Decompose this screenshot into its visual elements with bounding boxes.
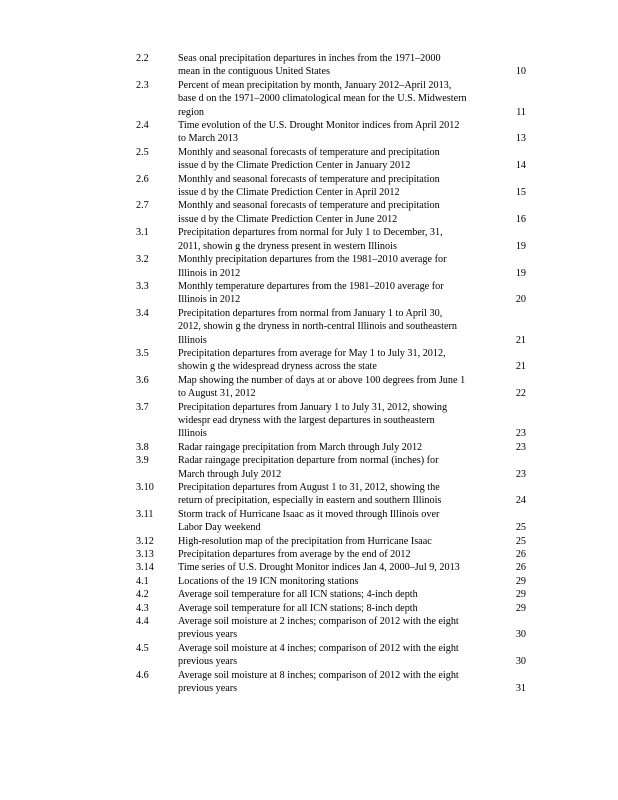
figure-title-line: Average soil moisture at 2 inches; comparison of 2012 with the eight xyxy=(178,616,459,628)
page-number: 26 xyxy=(515,549,526,561)
figure-title-line: Precipitation departures from January 1 to July 31, 2012, showing xyxy=(178,401,448,413)
figure-title-line: showin g the widespread dryness across the state xyxy=(178,361,377,373)
figure-entry xyxy=(136,374,526,401)
figure-entry xyxy=(136,575,526,588)
page-number: 16 xyxy=(515,213,526,225)
figure-number: 3.11 xyxy=(136,508,154,520)
figure-title xyxy=(178,535,504,548)
figure-title-line: Illinois xyxy=(178,334,207,346)
figure-title-line: Illinois in 2012 xyxy=(178,294,241,306)
figure-title-line: 2012, showin g the dryness in north-central Illinois and southeastern xyxy=(178,321,457,333)
figure-number: 3.12 xyxy=(136,535,154,547)
figure-entry xyxy=(136,508,526,535)
figure-title-line: March through July 2012 xyxy=(178,468,282,480)
figure-number: 3.7 xyxy=(136,401,149,413)
figure-number: 3.14 xyxy=(136,562,154,574)
figure-entry xyxy=(136,173,526,200)
figure-entry xyxy=(136,642,526,669)
figure-title xyxy=(178,253,504,280)
figure-title-line: Precipitation departures from normal from January 1 to April 30, xyxy=(178,307,443,319)
figure-entry xyxy=(136,481,526,508)
figure-title xyxy=(178,548,504,561)
figure-number: 4.4 xyxy=(136,616,149,628)
figure-title xyxy=(178,79,504,119)
figure-title-line: Precipitation departures from average for May 1 to July 31, 2012, xyxy=(178,347,446,359)
figure-title-line: return of precipitation, especially in eastern and southern Illinois xyxy=(178,495,442,507)
figure-title-line: issue d by the Climate Prediction Center in June 2012 xyxy=(178,213,398,225)
page-number: 31 xyxy=(515,683,526,695)
figure-title-line: to March 2013 xyxy=(178,133,238,145)
figure-title-line: Time evolution of the U.S. Drought Monitor indices from April 2012 xyxy=(178,120,460,132)
figure-entry xyxy=(136,119,526,146)
figure-entry xyxy=(136,307,526,347)
page-number: 19 xyxy=(515,240,526,252)
figure-title xyxy=(178,602,504,615)
figure-entry xyxy=(136,588,526,601)
page-number: 25 xyxy=(515,522,526,534)
figure-title xyxy=(178,575,504,588)
figure-title xyxy=(178,347,504,374)
figure-title-line: previous years xyxy=(178,683,238,695)
figure-title xyxy=(178,508,504,535)
figure-title-line: region xyxy=(178,106,205,118)
figure-title-line: Map showing the number of days at or above 100 degrees from June 1 xyxy=(178,374,466,386)
figure-title xyxy=(178,615,504,642)
page-number: 20 xyxy=(515,294,526,306)
page-number: 23 xyxy=(515,468,526,480)
page-number: 11 xyxy=(516,106,526,118)
page-number: 21 xyxy=(515,334,526,346)
figure-title xyxy=(178,119,504,146)
figure-title xyxy=(178,226,504,253)
figure-title xyxy=(178,146,504,173)
figure-number: 3.9 xyxy=(136,455,149,467)
page-number: 23 xyxy=(515,441,526,453)
figure-number: 2.7 xyxy=(136,200,149,212)
figure-title-line: Labor Day weekend xyxy=(178,522,261,534)
figure-title-line: Precipitation departures from normal for July 1 to December, 31, xyxy=(178,227,443,239)
figure-title-line: Storm track of Hurricane Isaac as it moved through Illinois over xyxy=(178,508,440,520)
figure-title-line: Radar raingage precipitation from March through July 2012 xyxy=(178,441,423,453)
figure-title xyxy=(178,441,504,454)
figure-title-line: Seas onal precipitation departures in inches from the 1971–2000 xyxy=(178,53,441,64)
figure-title-line: Average soil moisture at 8 inches; comparison of 2012 with the eight xyxy=(178,669,459,681)
figure-title-line: Monthly precipitation departures from the 1981–2010 average for xyxy=(178,254,447,266)
figure-number: 3.2 xyxy=(136,254,149,266)
figure-title-line: issue d by the Climate Prediction Center in January 2012 xyxy=(178,160,411,172)
figure-number: 3.8 xyxy=(136,441,149,453)
figure-title-line: Precipitation departures from average by the end of 2012 xyxy=(178,549,411,561)
figure-number: 2.3 xyxy=(136,79,149,91)
figure-title-line: 2011, showin g the dryness present in western Illinois xyxy=(178,240,397,252)
page-number: 29 xyxy=(515,575,526,587)
page-number: 29 xyxy=(515,589,526,601)
figure-title-line: Monthly and seasonal forecasts of temperature and precipitation xyxy=(178,200,440,212)
page-number: 29 xyxy=(515,602,526,614)
figure-title-line: issue d by the Climate Prediction Center in April 2012 xyxy=(178,187,400,199)
figure-title-line: widespr ead dryness with the largest departures in southeastern xyxy=(178,414,435,426)
figure-number: 4.1 xyxy=(136,575,149,587)
figure-title xyxy=(178,642,504,669)
figure-title xyxy=(178,561,504,574)
figure-entry xyxy=(136,615,526,642)
figure-title xyxy=(178,454,504,481)
figure-number: 4.6 xyxy=(136,669,149,681)
page-number: 14 xyxy=(515,160,526,172)
figure-title-line: Illinois in 2012 xyxy=(178,267,241,279)
page-number: 13 xyxy=(515,133,526,145)
figure-title-line: Monthly temperature departures from the 1981–2010 average for xyxy=(178,280,444,292)
figure-title-line: Average soil temperature for all ICN stations; 4-inch depth xyxy=(178,589,418,601)
figure-entry xyxy=(136,454,526,481)
figure-title xyxy=(178,401,504,441)
figure-entry xyxy=(136,602,526,615)
figure-number: 2.4 xyxy=(136,120,149,132)
figure-title xyxy=(178,374,504,401)
figure-entry xyxy=(136,146,526,173)
figure-number: 3.3 xyxy=(136,280,149,292)
figure-number: 3.10 xyxy=(136,482,154,493)
figure-title-line: Average soil temperature for all ICN stations; 8-inch depth xyxy=(178,602,418,614)
figure-title-line: previous years xyxy=(178,629,238,641)
page-number: 22 xyxy=(515,388,526,400)
figure-title xyxy=(178,588,504,601)
figure-title-line: Monthly and seasonal forecasts of temperature and precipitation xyxy=(178,173,440,185)
figure-entry xyxy=(136,199,526,226)
figure-title-line: Monthly and seasonal forecasts of temperature and precipitation xyxy=(178,146,440,158)
figure-entry xyxy=(136,535,526,548)
page-number: 21 xyxy=(515,361,526,373)
list-of-figures xyxy=(136,52,526,696)
figure-title-line: Average soil moisture at 4 inches; comparison of 2012 with the eight xyxy=(178,642,459,654)
figure-entry xyxy=(136,441,526,454)
figure-title-line: mean in the contiguous United States xyxy=(178,66,330,78)
figure-entry xyxy=(136,548,526,561)
figure-title-line: Time series of U.S. Drought Monitor indices Jan 4, 2000–Jul 9, 2013 xyxy=(178,562,460,574)
figure-title xyxy=(178,199,504,226)
figure-entry xyxy=(136,669,526,696)
figure-number: 4.2 xyxy=(136,589,149,601)
figure-number: 3.4 xyxy=(136,307,149,319)
page-number: 26 xyxy=(515,562,526,574)
figure-title xyxy=(178,669,504,696)
figure-entry xyxy=(136,226,526,253)
figure-number: 2.2 xyxy=(136,53,149,64)
figure-title xyxy=(178,280,504,307)
figure-title xyxy=(178,307,504,347)
figure-title xyxy=(178,481,504,508)
figure-entry xyxy=(136,280,526,307)
figure-number: 3.5 xyxy=(136,347,149,359)
page-number: 25 xyxy=(515,535,526,547)
page-number: 24 xyxy=(515,495,526,507)
figure-title-line: previous years xyxy=(178,656,238,668)
figure-title-line: Locations of the 19 ICN monitoring stations xyxy=(178,575,359,587)
figure-number: 4.3 xyxy=(136,602,149,614)
figure-title xyxy=(178,173,504,200)
figure-number: 2.6 xyxy=(136,173,149,185)
figure-number: 3.1 xyxy=(136,227,149,239)
figure-entry xyxy=(136,347,526,374)
figure-title-line: High-resolution map of the precipitation from Hurricane Isaac xyxy=(178,535,432,547)
page-number: 15 xyxy=(515,187,526,199)
figure-title-line: Precipitation departures from August 1 to 31, 2012, showing the xyxy=(178,482,440,493)
figure-title-line: Radar raingage precipitation departure from normal (inches) for xyxy=(178,455,439,467)
figure-title xyxy=(178,52,504,79)
page-number: 23 xyxy=(515,428,526,440)
page-number: 30 xyxy=(515,656,526,668)
figure-title-line: to August 31, 2012 xyxy=(178,388,256,400)
page-number: 19 xyxy=(515,267,526,279)
figure-entry xyxy=(136,561,526,574)
figure-title-line: Percent of mean precipitation by month, January 2012–April 2013, xyxy=(178,79,452,91)
figure-entry xyxy=(136,401,526,441)
page-number: 10 xyxy=(515,66,526,78)
figure-entry xyxy=(136,79,526,119)
figure-title-line: base d on the 1971–2000 climatological mean for the U.S. Midwestern xyxy=(178,93,467,105)
figure-entry xyxy=(136,52,526,79)
figure-number: 4.5 xyxy=(136,642,149,654)
figure-number: 2.5 xyxy=(136,146,149,158)
figure-number: 3.6 xyxy=(136,374,149,386)
figure-entry xyxy=(136,253,526,280)
page-number: 30 xyxy=(515,629,526,641)
figure-title-line: Illinois xyxy=(178,428,207,440)
figure-number: 3.13 xyxy=(136,549,154,561)
